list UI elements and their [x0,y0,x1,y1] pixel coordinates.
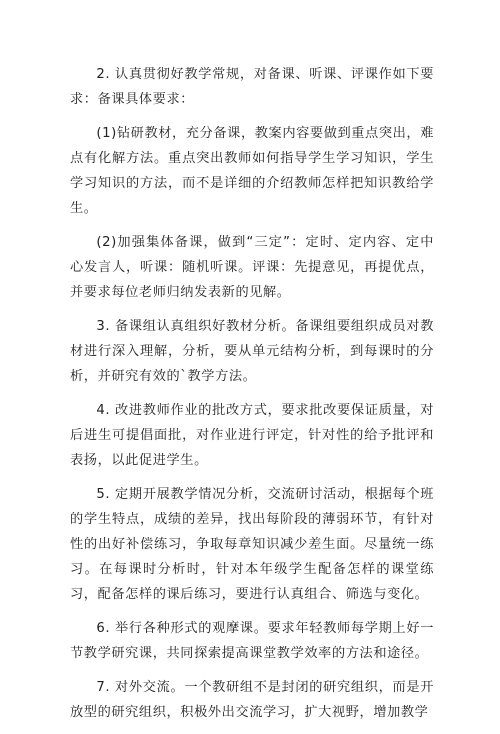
paragraph-4: 4. 改进教师作业的批改方式，要求批改要保证质量，对后进生可提倡面批，对作业进行评定，针对性的给予批评和表扬，以此促进学生。 [70,403,434,468]
document-page [70,62,434,734]
paragraph-2-2: (2)加强集体备课，做到“三定”：定时、定内容、定中心发言人，听课：随机听课。评课：先提意见，再提优点，并要求每位老师归纳发表新的见解。 [70,235,434,300]
paragraph-2: 2. 认真贯彻好教学常规，对备课、听课、评课作如下要求：备课具体要求： [70,67,434,107]
paragraph-2-1: (1)钻研教材，充分备课，教案内容要做到重点突出，难点有化解方法。重点突出教师如何指导学生学习知识，学生学习知识的方法，而不是详细的介绍教师怎样把知识教给学生。 [70,126,434,216]
paragraph-7: 7. 对外交流。一个教研组不是封闭的研究组织，而是开放型的研究组织，积极外出交流学习，扩大视野，增加教学 [70,680,434,720]
paragraph-5: 5. 定期开展教学情况分析，交流研讨活动，根据每个班的学生特点，成绩的差异，找出每阶段的薄弱环节，有针对性的出好补偿练习，争取每章知识减少差生面。尽量统一练习。在每课时分析时，针对本年级学生配备怎样的课堂练习，配备怎样的课后练习，要进行认真组合、筛选与变化。 [70,487,434,602]
paragraph-3: 3. 备课组认真组织好教材分析。备课组要组织成员对教材进行深入理解，分析，要从单元结构分析，到每课时的分析，并研究有效的`教学方法。 [70,319,434,384]
paragraph-6: 6. 举行各种形式的观摩课。要求年轻教师每学期上好一节教学研究课，共同探索提高课堂教学效率的方法和途径。 [70,621,434,661]
